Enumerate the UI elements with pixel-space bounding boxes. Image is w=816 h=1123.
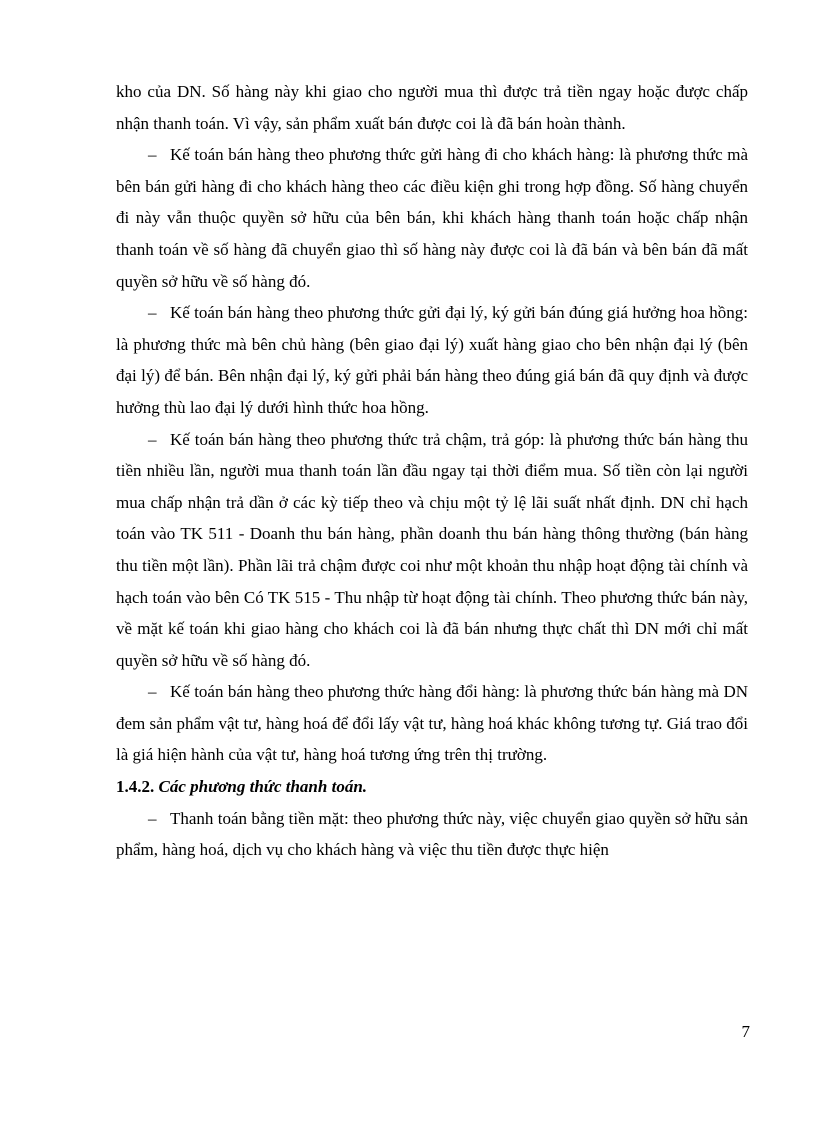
paragraph-sale-installment xyxy=(116,424,748,677)
paragraph-text: Kế toán bán hàng theo phương thức trả chậm, trả góp: là phương thức bán hàng thu tiền nhiều lần, người mua thanh toán lần đầu ngay tại thời điểm mua. Số tiền còn lại người mua chấp nhận trả dần ở các kỳ tiếp theo và chịu một tỷ lệ lãi suất nhất định. DN chỉ hạch toán vào TK 511 - Doanh thu bán hàng, phần doanh thu bán hàng thông thường (bán hàng thu tiền một lần). Phần lãi trả chậm được coi như một khoản thu nhập hoạt động tài chính và hạch toán vào bên Có TK 515 - Thu nhập từ hoạt động tài chính. Theo phương thức bán này, về mặt kế toán khi giao hàng cho khách coi là đã bán nhưng thực chất thì DN mới chỉ mất quyền sở hữu về số hàng đó. xyxy=(116,429,748,670)
bullet-dash: – xyxy=(148,145,157,165)
paragraph-text: Kế toán bán hàng theo phương thức gửi đại lý, ký gửi bán đúng giá hưởng hoa hồng: là phương thức mà bên chủ hàng (bên giao đại lý) xuất hàng giao cho bên nhận đại lý (bên đại lý) để bán. Bên nhận đại lý, ký gửi phải bán hàng theo đúng giá bán đã quy định và được hưởng thù lao đại lý dưới hình thức hoa hồng. xyxy=(116,303,748,417)
paragraph-payment-cash xyxy=(116,803,748,866)
bullet-dash: – xyxy=(148,303,157,323)
section-title: Các phương thức thanh toán. xyxy=(158,777,368,797)
page-number: 7 xyxy=(741,1022,750,1041)
bullet-dash: – xyxy=(148,808,157,828)
paragraph-sale-barter xyxy=(116,676,748,771)
paragraph-text: Kế toán bán hàng theo phương thức hàng đổi hàng: là phương thức bán hàng mà DN đem sản phẩm vật tư, hàng hoá để đổi lấy vật tư, hàng hoá khác không tương tự. Giá trao đổi là giá hiện hành của vật tư, hàng hoá tương ứng trên thị trường. xyxy=(116,682,748,765)
section-heading xyxy=(116,771,748,803)
paragraph-continuation xyxy=(116,76,748,139)
paragraph-text: kho của DN. Số hàng này khi giao cho người mua thì được trả tiền ngay hoặc được chấp nhận thanh toán. Vì vậy, sản phẩm xuất bán được coi là đã bán hoàn thành. xyxy=(116,82,748,133)
paragraph-text: Kế toán bán hàng theo phương thức gửi hàng đi cho khách hàng: là phương thức mà bên bán gửi hàng đi cho khách hàng theo các điều kiện ghi trong hợp đồng. Số hàng chuyển đi này vẫn thuộc quyền sở hữu của bên bán, khi khách hàng thanh toán hoặc chấp nhận thanh toán về số hàng đã chuyển giao thì số hàng này được coi là đã bán và bên bán đã mất quyền sở hữu về số hàng đó. xyxy=(116,145,748,291)
paragraph-sale-shipping xyxy=(116,139,748,297)
paragraph-text: Thanh toán bằng tiền mặt: theo phương thức này, việc chuyển giao quyền sở hữu sản phẩm, hàng hoá, dịch vụ cho khách hàng và việc thu tiền được thực hiện xyxy=(116,808,748,860)
paragraph-sale-agency xyxy=(116,297,748,423)
page-content xyxy=(116,76,748,866)
bullet-dash: – xyxy=(148,429,157,449)
bullet-dash: – xyxy=(148,682,157,702)
section-number: 1.4.2. xyxy=(116,777,155,797)
